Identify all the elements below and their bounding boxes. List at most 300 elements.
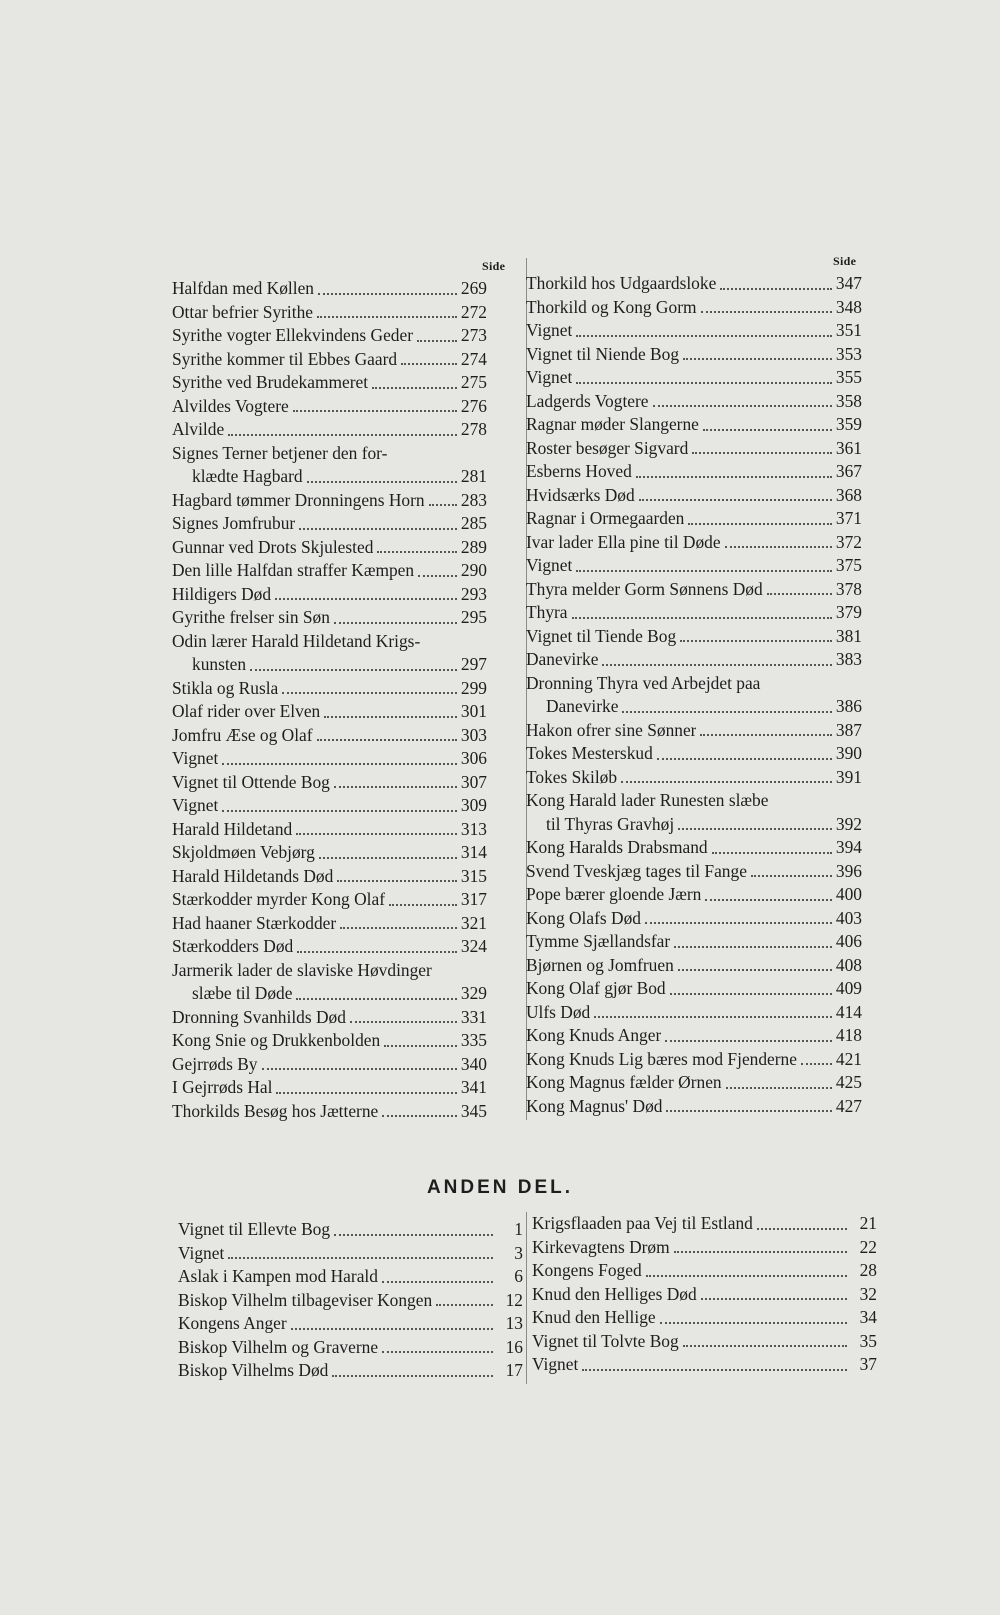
dot-leader	[688, 523, 832, 525]
dot-leader	[639, 499, 832, 501]
dot-leader	[636, 476, 832, 478]
dot-leader	[645, 922, 832, 924]
entry-title: Bjørnen og Jomfruen	[526, 954, 674, 975]
toc-right-entry	[526, 390, 862, 414]
entry-title: Hvidsærks Død	[526, 484, 635, 505]
entry-title: Vignet	[526, 555, 573, 575]
entry-title-line2: Danevirke	[546, 696, 619, 716]
entry-title-line1: Jarmerik lader de slaviske Høvdinger	[172, 959, 432, 980]
page-number: 331	[460, 1006, 487, 1027]
dot-leader	[334, 622, 457, 624]
page-number: 394	[835, 837, 862, 857]
dot-leader	[680, 640, 832, 642]
page-number: 392	[835, 813, 862, 834]
toc-left-entry	[172, 677, 487, 701]
dot-leader	[296, 833, 457, 835]
entry-title: Biskop Vilhelm og Graverne	[178, 1336, 379, 1357]
part2-left-entry	[178, 1242, 523, 1266]
page-number: 361	[835, 437, 862, 458]
toc-left-entry	[172, 865, 487, 889]
toc-left-entry	[172, 888, 487, 912]
toc-left-entry	[172, 959, 487, 1006]
toc-right-entry	[526, 484, 862, 508]
page-number: 321	[460, 912, 487, 933]
toc-left-entry	[172, 395, 487, 419]
dot-leader	[602, 664, 831, 666]
dot-leader	[222, 763, 457, 765]
page-number: 383	[835, 649, 862, 669]
dot-leader	[757, 1228, 847, 1230]
page-number: 276	[460, 395, 487, 416]
entry-title: Ragnar møder Slangerne	[526, 414, 699, 434]
toc-right-entry	[526, 554, 862, 578]
toc-left-entry	[172, 1100, 487, 1124]
toc-right-entry	[526, 296, 862, 320]
page-number: 418	[835, 1025, 862, 1045]
dot-leader	[317, 739, 457, 741]
dot-leader	[622, 711, 831, 713]
toc-right-entry	[526, 601, 862, 625]
toc-left-column	[172, 277, 487, 1123]
entry-title: I Gejrrøds Hal	[172, 1077, 273, 1097]
dot-leader	[429, 504, 457, 506]
toc-left-entry	[172, 841, 487, 865]
entry-title: Tokes Mesterskud	[526, 743, 653, 763]
page-number: 414	[835, 1001, 862, 1022]
dot-leader	[712, 852, 832, 854]
entry-title-line1: Odin lærer Harald Hildetand Krigs-	[172, 630, 421, 651]
page-number: 37	[859, 1354, 877, 1374]
entry-title: Knud den Hellige	[532, 1307, 656, 1327]
page-number: 425	[835, 1072, 862, 1092]
entry-title-line1: Signes Terner betjener den for-	[172, 442, 388, 463]
dot-leader	[337, 880, 457, 882]
dot-leader	[228, 434, 457, 436]
dot-leader	[678, 969, 832, 971]
page-number: 409	[835, 978, 862, 998]
entry-title: Halfdan med Køllen	[172, 278, 314, 298]
page-number: 348	[835, 296, 862, 317]
toc-left-entry	[172, 371, 487, 395]
toc-right-entry	[526, 954, 862, 978]
page-number: 22	[859, 1236, 877, 1257]
dot-leader	[665, 1040, 832, 1042]
page-number: 335	[460, 1030, 487, 1050]
page-number: 314	[460, 842, 487, 862]
entry-title: Kong Haralds Drabsmand	[526, 837, 708, 857]
page-number: 381	[835, 625, 862, 646]
toc-right-entry	[526, 672, 862, 719]
page-number: 17	[505, 1360, 523, 1380]
dot-leader	[678, 828, 832, 830]
page-number: 391	[835, 766, 862, 787]
dot-leader	[418, 575, 457, 577]
dot-leader	[401, 363, 457, 365]
dot-leader	[382, 1115, 457, 1117]
page-number: 421	[835, 1048, 862, 1069]
part2-right-entry	[532, 1259, 877, 1283]
dot-leader	[660, 1322, 847, 1324]
entry-title: Thorkild hos Udgaardsloke	[526, 273, 717, 293]
page-number: 341	[460, 1077, 487, 1097]
toc-right-entry	[526, 860, 862, 884]
entry-title: Kong Magnus fælder Ørnen	[526, 1072, 722, 1092]
dot-leader	[436, 1304, 493, 1306]
entry-title: Den lille Halfdan straffer Kæmpen	[172, 560, 415, 580]
dot-leader	[703, 429, 832, 431]
toc-right-entry	[526, 883, 862, 907]
dot-leader	[594, 1016, 832, 1018]
entry-title: Harald Hildetand	[172, 818, 293, 839]
toc-left-entry	[172, 301, 487, 325]
dot-leader	[653, 405, 832, 407]
entry-title: Kong Knuds Anger	[526, 1025, 662, 1045]
dot-leader	[621, 781, 832, 783]
page-number: 386	[835, 696, 862, 716]
page-number: 375	[835, 555, 862, 575]
page-number: 400	[835, 884, 862, 904]
dot-leader	[576, 335, 832, 337]
entry-title: Krigsflaaden paa Vej til Estland	[532, 1213, 753, 1233]
entry-title: Ottar befrier Syrithe	[172, 301, 314, 322]
toc-left-entry	[172, 630, 487, 677]
entry-title: Aslak i Kampen mod Harald	[178, 1266, 378, 1286]
part2-left-entry	[178, 1218, 523, 1242]
page-number: 317	[460, 889, 487, 909]
column-divider-bottom	[526, 1212, 527, 1384]
dot-leader	[296, 998, 456, 1000]
toc-left-entry	[172, 1029, 487, 1053]
entry-title: Harald Hildetands Død	[172, 865, 334, 886]
page-number: 295	[460, 607, 487, 627]
entry-title: Skjoldmøen Vebjørg	[172, 842, 315, 862]
entry-title: Tymme Sjællandsfar	[526, 931, 671, 951]
entry-title: Roster besøger Sigvard	[526, 437, 689, 458]
dot-leader	[670, 993, 832, 995]
page-number: 297	[460, 654, 487, 674]
dot-leader	[389, 904, 457, 906]
entry-title: Thorkilds Besøg hos Jætterne	[172, 1100, 379, 1121]
page-number: 378	[835, 578, 862, 599]
toc-left-entry	[172, 348, 487, 372]
toc-right-entry	[526, 272, 862, 296]
toc-left-entry	[172, 912, 487, 936]
toc-right-entry	[526, 907, 862, 931]
dot-leader	[372, 387, 457, 389]
toc-right-entry	[526, 319, 862, 343]
page-number: 359	[835, 414, 862, 434]
page-number: 379	[835, 602, 862, 622]
entry-title-line1: Kong Harald lader Runesten slæbe	[526, 790, 769, 810]
dot-leader	[701, 311, 832, 313]
dot-leader	[318, 293, 457, 295]
page-number: 427	[835, 1095, 862, 1116]
page-number: 371	[835, 508, 862, 528]
toc-left-entry	[172, 935, 487, 959]
page-number: 274	[460, 348, 487, 369]
dot-leader	[692, 452, 832, 454]
entry-title: Kongens Foged	[532, 1260, 642, 1280]
entry-title: Kong Snie og Drukkenbolden	[172, 1030, 381, 1050]
entry-title: Tokes Skiløb	[526, 766, 618, 787]
part2-right-entry	[532, 1283, 877, 1307]
entry-title: Stikla og Rusla	[172, 677, 279, 698]
entry-title: Syrithe ved Brudekammeret	[172, 372, 369, 392]
dot-leader	[683, 1345, 847, 1347]
page-number: 353	[835, 343, 862, 364]
part2-left-column	[178, 1218, 523, 1383]
dot-leader	[572, 617, 832, 619]
side-label-left: Side	[482, 259, 506, 273]
entry-title-line2: kunsten	[192, 654, 247, 674]
entry-row	[172, 982, 487, 1006]
dot-leader	[334, 786, 457, 788]
page-number: 278	[460, 419, 487, 439]
page-number: 406	[835, 931, 862, 951]
dot-leader	[417, 340, 457, 342]
entry-title: Vignet til Tiende Bog	[526, 625, 677, 646]
part2-left-entry	[178, 1289, 523, 1313]
part2-right-column	[532, 1212, 877, 1377]
dot-leader	[275, 598, 457, 600]
toc-right-entry	[526, 578, 862, 602]
entry-title: Thyra	[526, 602, 568, 622]
page-number: 13	[505, 1313, 523, 1333]
toc-left-entry	[172, 559, 487, 583]
toc-right-entry	[526, 507, 862, 531]
page-number: 275	[460, 372, 487, 392]
part2-left-entry	[178, 1312, 523, 1336]
dot-leader	[701, 1298, 847, 1300]
entry-title: Vignet	[178, 1242, 225, 1263]
toc-left-entry	[172, 1053, 487, 1077]
toc-left-entry	[172, 536, 487, 560]
page-number: 12	[505, 1289, 523, 1310]
page-number: 1	[514, 1219, 523, 1239]
page-number: 273	[460, 325, 487, 345]
dot-leader	[657, 758, 832, 760]
toc-right-entry	[526, 977, 862, 1001]
dot-leader	[317, 316, 457, 318]
dot-leader	[377, 551, 456, 553]
part2-right-entry	[532, 1236, 877, 1260]
page-number: 387	[835, 719, 862, 740]
page-number: 396	[835, 860, 862, 881]
page-number: 355	[835, 367, 862, 387]
toc-left-entry	[172, 489, 487, 513]
toc-right-entry	[526, 413, 862, 437]
entry-title: Vignet til Tolvte Bog	[532, 1330, 679, 1351]
page-number: 301	[460, 701, 487, 721]
toc-left-entry	[172, 324, 487, 348]
part2-right-entry	[532, 1212, 877, 1236]
toc-left-entry	[172, 818, 487, 842]
toc-left-entry	[172, 1076, 487, 1100]
page-number: 35	[859, 1330, 877, 1351]
dot-leader	[683, 358, 832, 360]
toc-left-entry	[172, 724, 487, 748]
entry-title: Vignet til Ottende Bog	[172, 771, 330, 792]
dot-leader	[382, 1351, 493, 1353]
entry-title: Vignet til Niende Bog	[526, 343, 680, 364]
toc-right-entry	[526, 625, 862, 649]
entry-title: Hildigers Død	[172, 583, 272, 604]
entry-title: Esberns Hoved	[526, 461, 632, 481]
toc-left-entry	[172, 771, 487, 795]
part2-left-entry	[178, 1359, 523, 1383]
page-number: 289	[460, 536, 487, 557]
page-number: 272	[460, 301, 487, 322]
entry-title: Biskop Vilhelms Død	[178, 1360, 329, 1380]
toc-right-entry	[526, 719, 862, 743]
page-number: 34	[859, 1307, 877, 1327]
entry-title: Ulfs Død	[526, 1001, 591, 1022]
entry-row	[526, 695, 862, 719]
page-number: 329	[460, 983, 487, 1003]
dot-leader	[674, 946, 832, 948]
dot-leader	[705, 899, 832, 901]
entry-title: Dronning Svanhilds Død	[172, 1006, 346, 1027]
page-number: 347	[835, 273, 862, 293]
toc-left-entry	[172, 794, 487, 818]
dot-leader	[340, 927, 457, 929]
toc-right-entry	[526, 531, 862, 555]
dot-leader	[801, 1063, 832, 1065]
dot-leader	[332, 1375, 493, 1377]
part2-right-entry	[532, 1330, 877, 1354]
page-number: 32	[859, 1283, 877, 1304]
entry-title: Stærkodders Død	[172, 936, 294, 956]
page-number: 285	[460, 513, 487, 533]
toc-right-entry	[526, 836, 862, 860]
page-number: 303	[460, 724, 487, 745]
page-number: 324	[460, 936, 487, 956]
page-number: 403	[835, 907, 862, 928]
entry-title: Vignet til Ellevte Bog	[178, 1219, 331, 1239]
toc-left-entry	[172, 583, 487, 607]
entry-title: Kong Olaf gjør Bod	[526, 978, 666, 998]
toc-left-entry	[172, 747, 487, 771]
entry-title: Alvildes Vogtere	[172, 395, 289, 416]
entry-title: Thyra melder Gorm Sønnens Død	[526, 578, 763, 599]
toc-right-entry	[526, 742, 862, 766]
dot-leader	[324, 716, 457, 718]
entry-title: Syrithe kommer til Ebbes Gaard	[172, 348, 398, 369]
page-number: 28	[859, 1260, 877, 1280]
entry-title: Vignet	[526, 367, 573, 387]
dot-leader	[576, 570, 832, 572]
dot-leader	[725, 546, 832, 548]
page-number: 351	[835, 320, 862, 340]
entry-title-line2: slæbe til Døde	[192, 983, 293, 1003]
toc-right-entry	[526, 1048, 862, 1072]
entry-row	[172, 653, 487, 677]
entry-title: Thorkild og Kong Gorm	[526, 296, 697, 317]
entry-title: Knud den Helliges Død	[532, 1283, 697, 1304]
toc-right-entry	[526, 1071, 862, 1095]
entry-title: Had haaner Stærkodder	[172, 912, 337, 933]
entry-title: Svend Tveskjæg tages til Fange	[526, 860, 747, 881]
page-number: 3	[514, 1242, 523, 1263]
page-number: 293	[460, 583, 487, 604]
entry-title: Gunnar ved Drots Skjulested	[172, 536, 374, 557]
dot-leader	[646, 1275, 847, 1277]
dot-leader	[666, 1110, 831, 1112]
dot-leader	[726, 1087, 832, 1089]
toc-right-entry	[526, 1001, 862, 1025]
part2-left-entry	[178, 1336, 523, 1360]
dot-leader	[262, 1068, 457, 1070]
entry-title: Alvilde	[172, 419, 225, 439]
toc-left-entry	[172, 1006, 487, 1030]
page-number: 290	[460, 560, 487, 580]
entry-title: Kongens Anger	[178, 1313, 287, 1333]
dot-leader	[674, 1251, 847, 1253]
toc-right-entry	[526, 1024, 862, 1048]
page-number: 368	[835, 484, 862, 505]
page-number: 281	[460, 466, 487, 486]
entry-title-line2: klædte Hagbard	[192, 466, 303, 486]
entry-title: Kirkevagtens Drøm	[532, 1236, 670, 1257]
dot-leader	[299, 528, 457, 530]
dot-leader	[291, 1328, 493, 1330]
part2-right-entry	[532, 1353, 877, 1377]
dot-leader	[751, 875, 832, 877]
entry-title: Jomfru Æse og Olaf	[172, 724, 313, 745]
page-number: 309	[460, 795, 487, 815]
toc-right-entry	[526, 460, 862, 484]
entry-title: Signes Jomfrubur	[172, 513, 296, 533]
entry-title: Kong Olafs Død	[526, 907, 641, 928]
dot-leader	[228, 1257, 493, 1259]
entry-title: Ivar lader Ella pine til Døde	[526, 531, 721, 552]
toc-left-entry	[172, 277, 487, 301]
page-number: 21	[859, 1213, 877, 1233]
dot-leader	[307, 481, 457, 483]
page-number: 408	[835, 954, 862, 975]
page-number: 345	[460, 1100, 487, 1121]
entry-title: Gejrrøds By	[172, 1053, 258, 1074]
toc-right-entry	[526, 648, 862, 672]
toc-left-entry	[172, 512, 487, 536]
entry-title: Syrithe vogter Ellekvindens Geder	[172, 325, 413, 345]
dot-leader	[334, 1234, 493, 1236]
page-number: 367	[835, 461, 862, 481]
toc-right-entry	[526, 789, 862, 836]
entry-title-line1: Dronning Thyra ved Arbejdet paa	[526, 672, 761, 693]
entry-title: Hagbard tømmer Dronningens Horn	[172, 489, 425, 510]
dot-leader	[384, 1045, 457, 1047]
dot-leader	[282, 692, 457, 694]
toc-right-entry	[526, 366, 862, 390]
toc-left-entry	[172, 606, 487, 630]
toc-right-entry	[526, 766, 862, 790]
entry-row	[526, 813, 862, 837]
dot-leader	[720, 288, 832, 290]
dot-leader	[576, 382, 832, 384]
page-number: 299	[460, 677, 487, 698]
entry-title: Vignet	[172, 748, 219, 768]
toc-left-entry	[172, 700, 487, 724]
page-number: 283	[460, 489, 487, 510]
page-number: 315	[460, 865, 487, 886]
entry-title: Hakon ofrer sine Sønner	[526, 719, 697, 740]
entry-title: Danevirke	[526, 649, 599, 669]
side-label-right: Side	[833, 254, 857, 268]
dot-leader	[222, 810, 457, 812]
toc-left-entry	[172, 442, 487, 489]
entry-title: Vignet	[172, 795, 219, 815]
